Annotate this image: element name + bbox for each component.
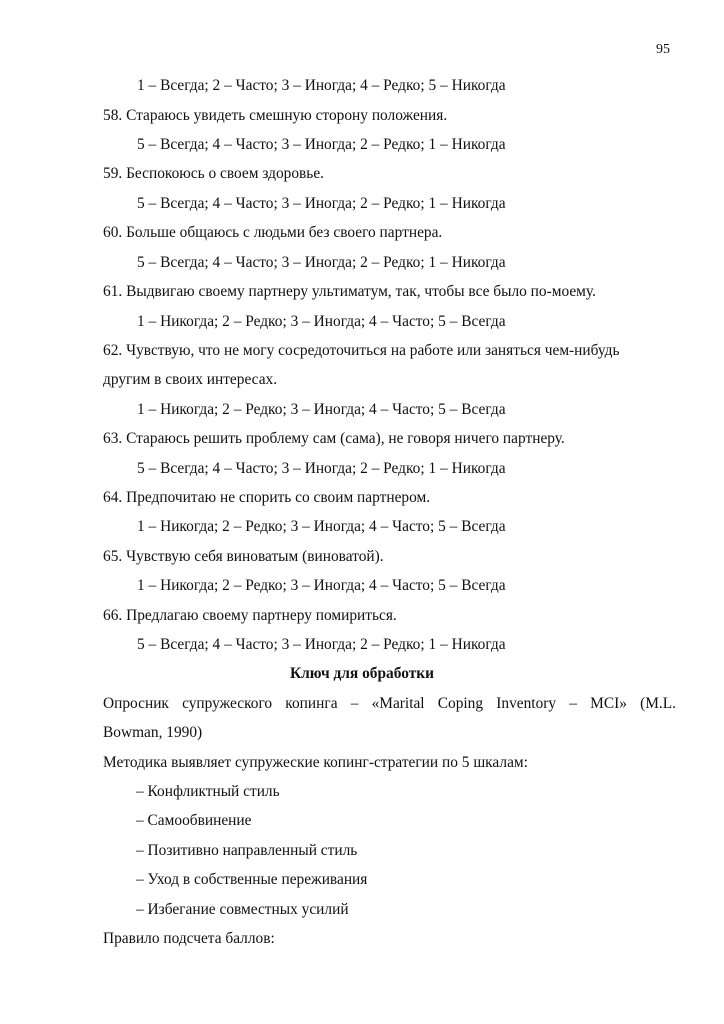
question-63: 63. Стараюсь решить проблему сам (сама), не говоря ничего партнеру. <box>103 430 565 447</box>
question-64: 64. Предпочитаю не спорить со своим партнером. <box>103 489 431 506</box>
scale-item-positive: – Позитивно направленный стиль <box>136 842 358 859</box>
answer-scale-65: 1 – Никогда; 2 – Редко; 3 – Иногда; 4 – Часто; 5 – Всегда <box>137 577 506 594</box>
question-62-continuation: другим в своих интересах. <box>103 371 278 388</box>
scale-item-self-blame: – Самообвинение <box>136 812 252 829</box>
scales-intro: Методика выявляет супружеские копинг-стратегии по 5 шкалам: <box>103 754 528 771</box>
intro-paragraph-line-1: Опросник супружеского копинга – «Marital Coping Inventory – MCI» (M.L. <box>103 695 676 712</box>
answer-scale-62: 1 – Никогда; 2 – Редко; 3 – Иногда; 4 – Часто; 5 – Всегда <box>137 401 506 418</box>
question-60: 60. Больше общаюсь с людьми без своего партнера. <box>103 224 443 241</box>
intro-paragraph-line-2: Bowman, 1990) <box>103 724 203 741</box>
scoring-rule-heading: Правило подсчета баллов: <box>103 930 275 947</box>
question-58: 58. Стараюсь увидеть смешную сторону положения. <box>103 107 448 124</box>
scale-item-withdrawal: – Уход в собственные переживания <box>136 871 368 888</box>
answer-scale-58: 5 – Всегда; 4 – Часто; 3 – Иногда; 2 – Редко; 1 – Никогда <box>137 136 506 153</box>
question-61: 61. Выдвигаю своему партнеру ультиматум, так, чтобы все было по-моему. <box>103 283 596 300</box>
answer-scale-59: 5 – Всегда; 4 – Часто; 3 – Иногда; 2 – Редко; 1 – Никогда <box>137 195 506 212</box>
answer-scale-66: 5 – Всегда; 4 – Часто; 3 – Иногда; 2 – Редко; 1 – Никогда <box>137 636 506 653</box>
question-59: 59. Беспокоюсь о своем здоровье. <box>103 165 325 182</box>
scale-item-conflict: – Конфликтный стиль <box>136 783 280 800</box>
answer-scale-63: 5 – Всегда; 4 – Часто; 3 – Иногда; 2 – Редко; 1 – Никогда <box>137 460 506 477</box>
question-66: 66. Предлагаю своему партнеру помириться. <box>103 607 397 624</box>
page-number: 95 <box>656 42 670 57</box>
answer-scale-64: 1 – Никогда; 2 – Редко; 3 – Иногда; 4 – Часто; 5 – Всегда <box>137 518 506 535</box>
answer-scale-60: 5 – Всегда; 4 – Часто; 3 – Иногда; 2 – Редко; 1 – Никогда <box>137 254 506 271</box>
question-62: 62. Чувствую, что не могу сосредоточиться на работе или заняться чем-нибудь <box>103 342 620 359</box>
answer-scale-61: 1 – Никогда; 2 – Редко; 3 – Иногда; 4 – Часто; 5 – Всегда <box>137 313 506 330</box>
question-65: 65. Чувствую себя виноватым (виноватой). <box>103 548 384 565</box>
answer-scale-57: 1 – Всегда; 2 – Часто; 3 – Иногда; 4 – Редко; 5 – Никогда <box>137 77 506 94</box>
key-heading: Ключ для обработки <box>289 665 435 682</box>
scale-item-avoidance: – Избегание совместных усилий <box>136 901 349 918</box>
